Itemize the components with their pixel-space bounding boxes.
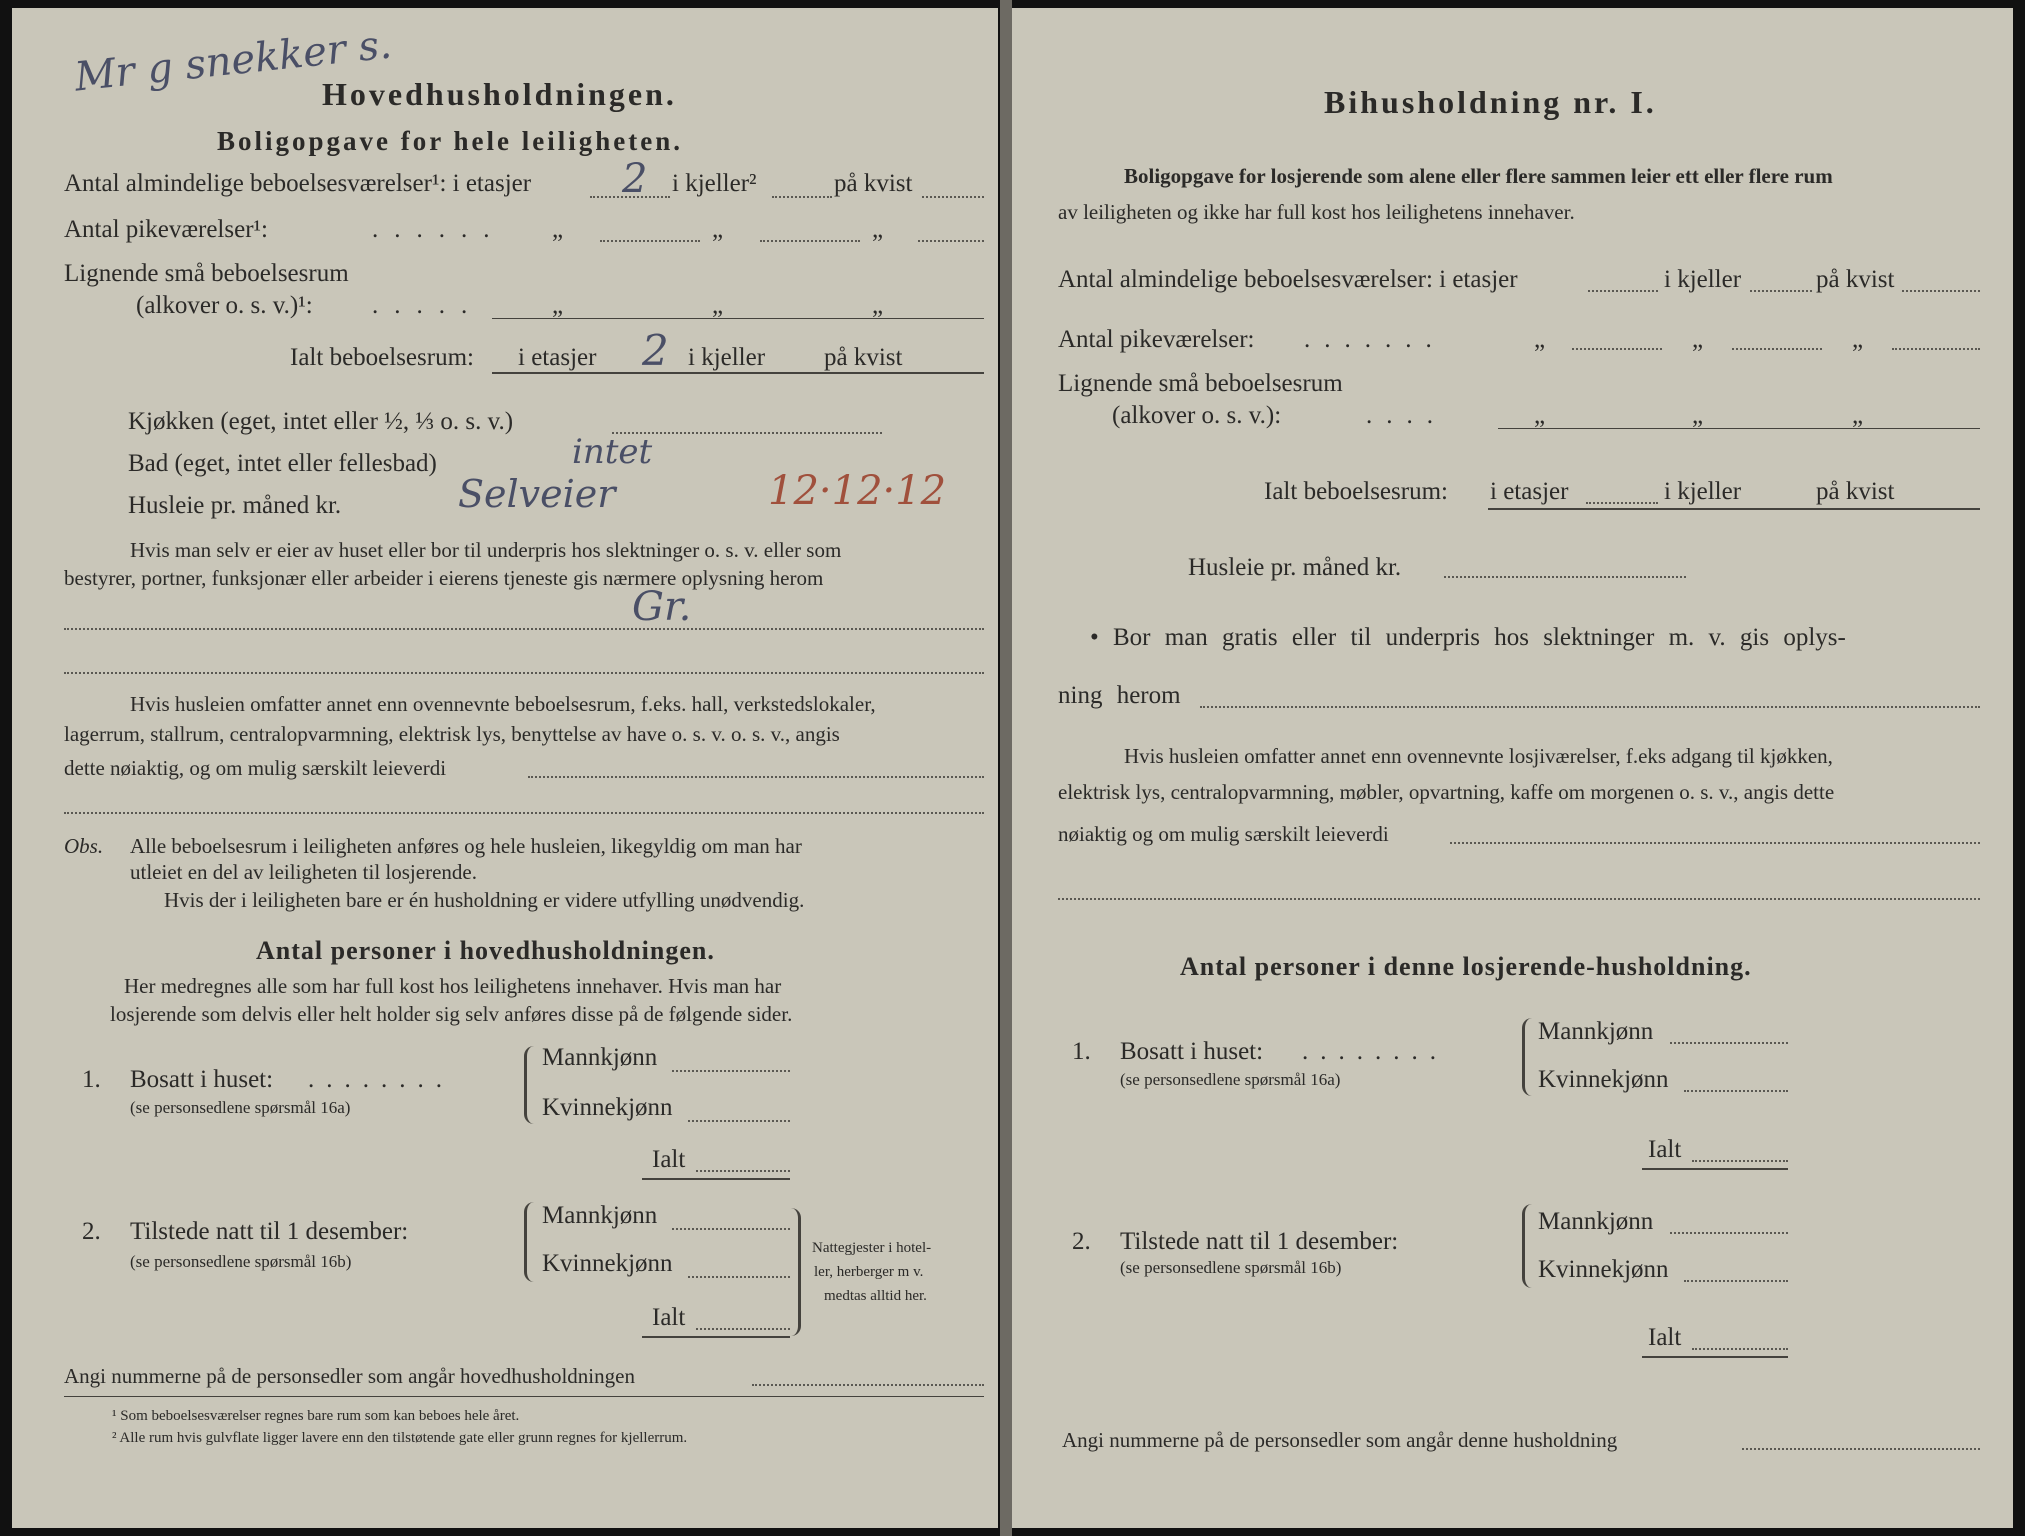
left-page: Mr g snekker s. Hovedhusholdningen. Boligopgave for hele leiligheten. Antal almindelige beboelsesværelser¹: i etasjer 2 i kjeller² på kvist Antal pikeværelser¹: ...... „ „ „ Lignende små beboelsesrum (alkover o. s. v.)¹: ..... „ „ „ Ialt beboelsesrum: i etasjer 2 i kjeller på kvist Kjøkken (eget, intet eller ½, ⅓ o. s. v.) Bad (eget, intet eller fellesbad) intet Husleie pr. måned kr. Selveier 12·12·12 Hvis man selv er eier av huset eller bor til underpris hos slektninger o. s. v. eller som bestyrer, portner, funksjonær eller arbeider i eierens tjeneste gis nærmere oplysning herom Gr. Hvis husleien omfatter annet enn ovennevnte beboelsesrum, f.eks. hall, verkstedslokaler, lagerrum, stallrum, centralopvarmning, elektrisk lys, benyttelse av have o. s. v. o. s. v., angis dette nøiaktig, og om mulig særskilt leieverdi Obs. Alle beboelsesrum i leiligheten anføres og hele husleien, likegyldig om man har utleiet en del av leiligheten til losjerende. Hvis der i leiligheten bare er én husholdning er videre utfylling unødvendig. Antal personer i hovedhusholdningen. Her medregnes alle som har full kost hos leilighetens innehaver. Hvis man har losjerende som delvis eller helt holder sig selv anføres disse på de følgende sider. 1. Bosatt i huset: ........ (se personsedlene spørsmål 16a) Mannkjønn Kvinnekjønn Ialt 2. Tilstede natt til 1 desember: (se personsedlene spørsmål 16b) Mannkjønn Kvinnekjønn Ialt Nattegjester i hotel- ler, herberger m v. medtas alltid her. Angi nummerne på de personsedler som angår hovedhusholdningen ¹ Som beboelsesværelser regnes bare rum som kan beboes hele året. ² Alle rum hvis gulvflate ligger lavere enn den tilstøtende gate eller grunn regnes for kjellerrum. [12, 8, 998, 1528]
page-subtitle: Boligopgave for hele leiligheten. [217, 126, 683, 156]
maid-rooms-label: Antal pikeværelser¹: [64, 216, 268, 243]
bath-label: Bad (eget, intet eller fellesbad) [128, 450, 437, 477]
q1-label: Bosatt i huset: [1120, 1038, 1264, 1065]
page-title: Hovedhusholdningen. [322, 76, 677, 112]
rooms-label: Antal almindelige beboelsesværelser¹: i etasjer [64, 170, 532, 197]
angi-label: Angi nummerne på de personsedler som angår denne husholdning [1062, 1428, 1618, 1452]
maid-rooms-label: Antal pikeværelser: [1058, 326, 1255, 353]
right-page: Bihusholdning nr. I. Boligopgave for losjerende som alene eller flere sammen leier ett eller flere rum av leiligheten og ikke har full kost hos leilighetens innehaver. Antal almindelige beboelsesværelser: i etasjer i kjeller på kvist Antal pikeværelser: ....... „ „ „ Lignende små beboelsesrum (alkover o. s. v.): .... „ „ „ Ialt beboelsesrum: i etasjer i kjeller på kvist Husleie pr. måned kr. • Bor man gratis eller til underpris hos slektninger m. v. gis oplys- ning herom Hvis husleien omfatter annet enn ovennevnte losjiværelser, f.eks adgang til kjøkken, elektrisk lys, centralopvarmning, møbler, opvartning, kaffe om morgenen o. s. v., angis dette nøiaktig og om mulig særskilt leieverdi Antal personer i denne losjerende-husholdning. 1. Bosatt i huset: ........ (se personsedlene spørsmål 16a) Mannkjønn Kvinnekjønn Ialt 2. Tilstede natt til 1 desember: (se personsedlene spørsmål 16b) Mannkjønn Kvinnekjønn Ialt Angi nummerne på de personsedler som angår denne husholdning [1012, 8, 2013, 1528]
kitchen-label: Kjøkken (eget, intet eller ½, ⅓ o. s. v.) [128, 408, 514, 435]
free-rent-note: • Bor man gratis eller til underpris hos slektninger m. v. gis oplys- [1090, 624, 1846, 651]
small-rooms-sub: (alkover o. s. v.)¹: [136, 292, 313, 319]
small-rooms-label: Lignende små beboelsesrum [1058, 370, 1343, 397]
handwritten-owner-note: Gr. [632, 584, 692, 630]
obs-label: Obs. [64, 834, 104, 858]
rooms-kvist: på kvist [834, 170, 913, 197]
handwritten-date: 12·12·12 [768, 468, 947, 514]
handwritten-annotation: Mr g snekker s. [72, 21, 394, 101]
handwritten-rent: Selveier [458, 472, 616, 516]
total-rooms-label: Ialt beboelsesrum: [290, 344, 474, 371]
handwritten-total: 2 [642, 326, 669, 375]
persons-title: Antal personer i denne losjerende-husholdning. [1180, 952, 1752, 981]
total-rooms-label: Ialt beboelsesrum: [1264, 478, 1448, 505]
handwritten-bath: intet [572, 432, 653, 472]
page-fold [1000, 0, 1012, 1536]
small-rooms-label: Lignende små beboelsesrum [64, 260, 349, 287]
angi-label: Angi nummerne på de personsedler som angår hovedhusholdningen [64, 1364, 635, 1388]
rooms-label: Antal almindelige beboelsesværelser: i etasjer [1058, 266, 1518, 293]
page-title: Bihusholdning nr. I. [1324, 84, 1657, 120]
handwritten-etasjer: 2 [622, 156, 648, 202]
rooms-kjeller: i kjeller² [672, 170, 757, 197]
q2-label: Tilstede natt til 1 desember: [130, 1218, 409, 1245]
q2-label: Tilstede natt til 1 desember: [1120, 1228, 1399, 1255]
rent-label: Husleie pr. måned kr. [1188, 554, 1402, 581]
rent-label: Husleie pr. måned kr. [128, 492, 342, 519]
q1-label: Bosatt i huset: [130, 1066, 274, 1093]
persons-title: Antal personer i hovedhusholdningen. [256, 936, 715, 965]
